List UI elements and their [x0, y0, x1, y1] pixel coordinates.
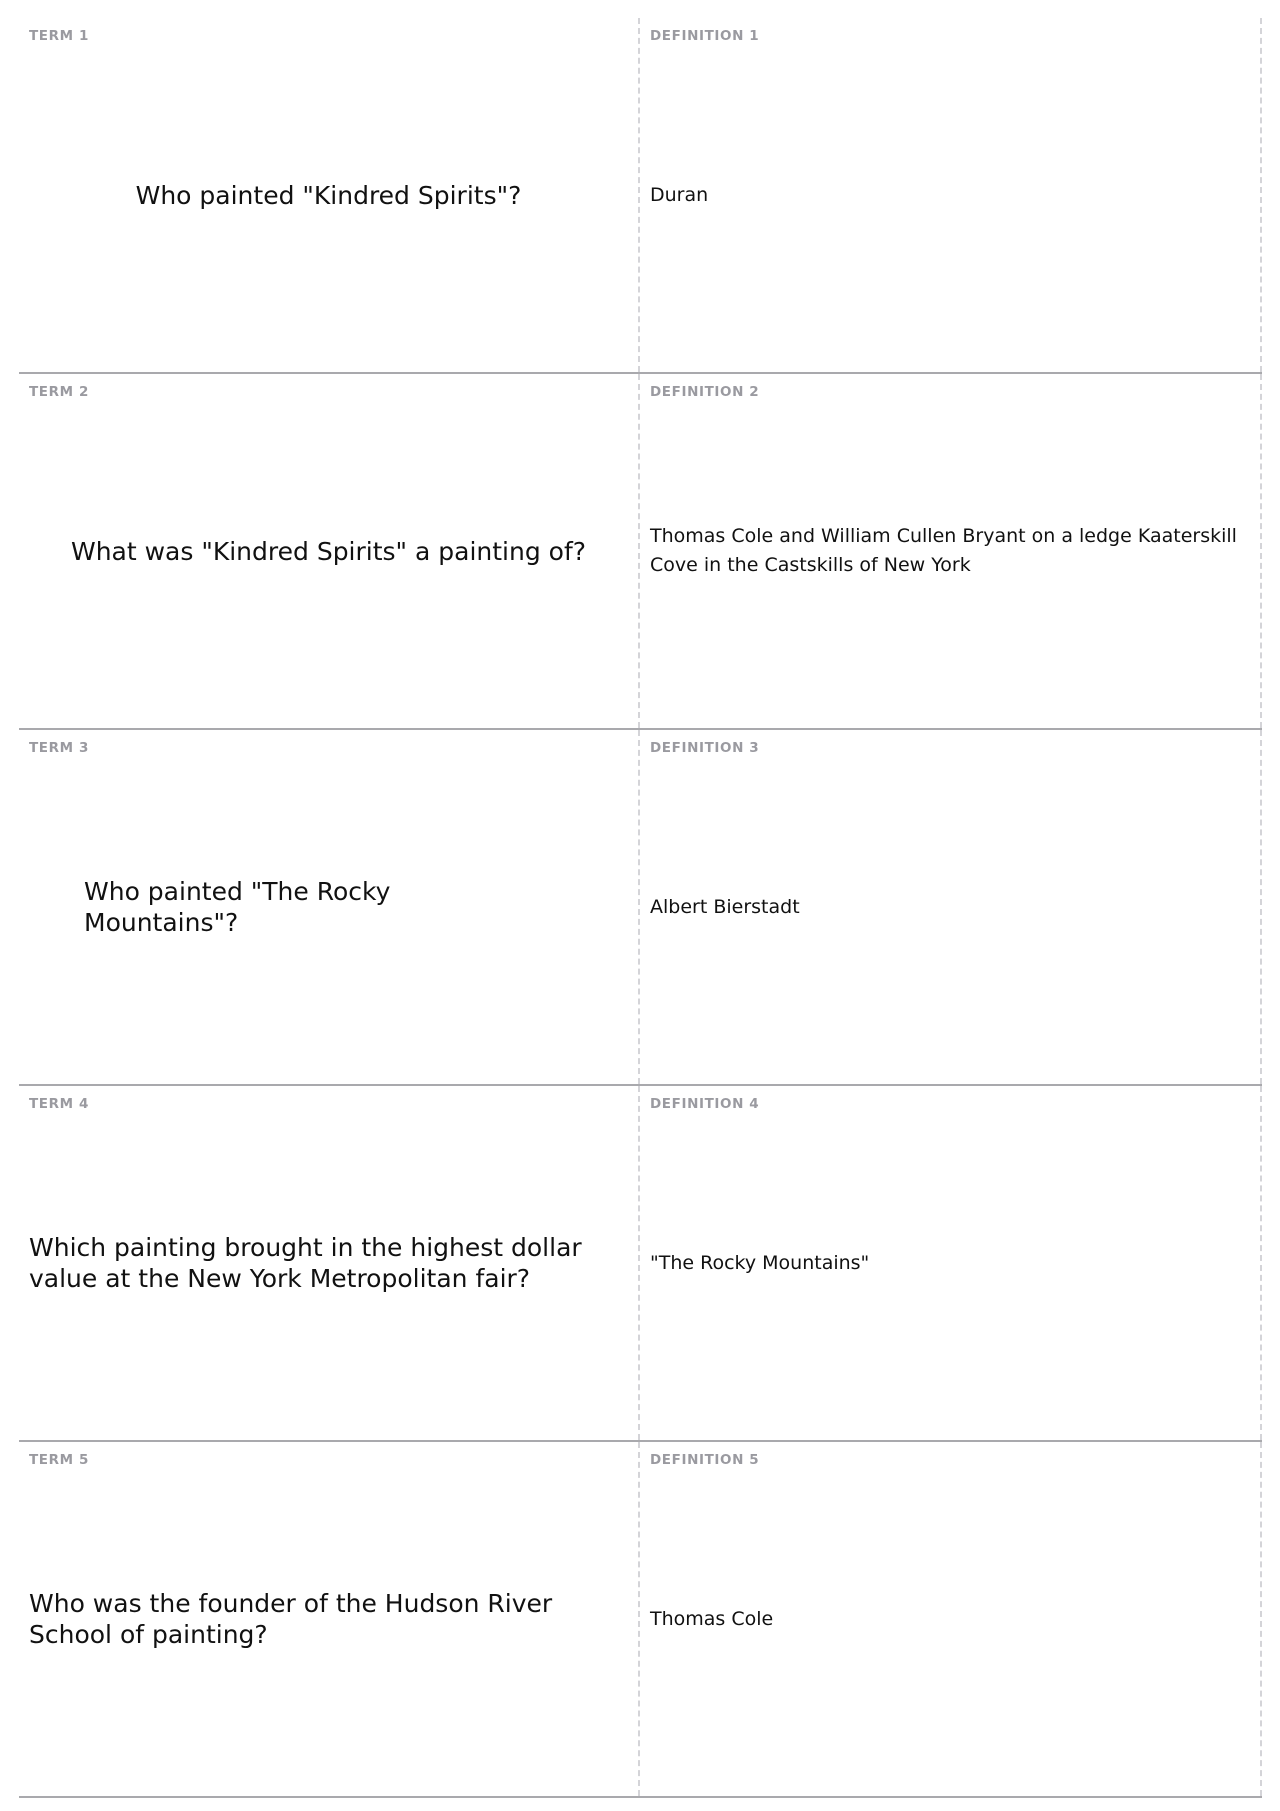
term-cell	[19, 1442, 640, 1796]
flashcard-sheet	[19, 18, 1262, 1798]
flashcard-row-1	[19, 18, 1262, 374]
definition-cell	[640, 1086, 1262, 1440]
flashcard-row-5	[19, 1442, 1262, 1798]
definition-text: Albert Bierstadt	[650, 895, 800, 918]
definition-text: Thomas Cole	[650, 1607, 774, 1630]
term-label: TERM 2	[29, 384, 89, 400]
term-text: Which painting brought in the highest dollar value at the New York Metropolitan fair?	[29, 1233, 582, 1293]
definition-text: "The Rocky Mountains"	[650, 1251, 870, 1274]
term-text: What was "Kindred Spirits" a painting of?	[70, 536, 587, 566]
term-label: TERM 3	[29, 740, 89, 756]
term-cell	[19, 730, 640, 1084]
definition-label: DEFINITION 4	[650, 1096, 760, 1112]
term-text: Who painted "The Rocky Mountains"?	[84, 877, 391, 937]
flashcard-row-2	[19, 374, 1262, 730]
definition-label: DEFINITION 3	[650, 740, 760, 756]
term-text: Who painted "Kindred Spirits"?	[135, 180, 522, 210]
definition-text: Thomas Cole and William Cullen Bryant on a ledge Kaaterskill Cove in the Castskills of New York	[650, 525, 1237, 576]
term-cell	[19, 1086, 640, 1440]
flashcard-row-3	[19, 730, 1262, 1086]
definition-cell	[640, 1442, 1262, 1796]
definition-text: Duran	[650, 183, 709, 206]
definition-label: DEFINITION 5	[650, 1452, 760, 1468]
definition-label: DEFINITION 1	[650, 28, 760, 44]
definition-cell	[640, 18, 1262, 372]
term-label: TERM 4	[29, 1096, 89, 1112]
term-cell	[19, 18, 640, 372]
term-label: TERM 5	[29, 1452, 89, 1468]
term-label: TERM 1	[29, 28, 89, 44]
definition-cell	[640, 730, 1262, 1084]
term-text: Who was the founder of the Hudson River School of painting?	[29, 1589, 553, 1649]
definition-label: DEFINITION 2	[650, 384, 760, 400]
flashcard-row-4	[19, 1086, 1262, 1442]
term-cell	[19, 374, 640, 728]
definition-cell	[640, 374, 1262, 728]
